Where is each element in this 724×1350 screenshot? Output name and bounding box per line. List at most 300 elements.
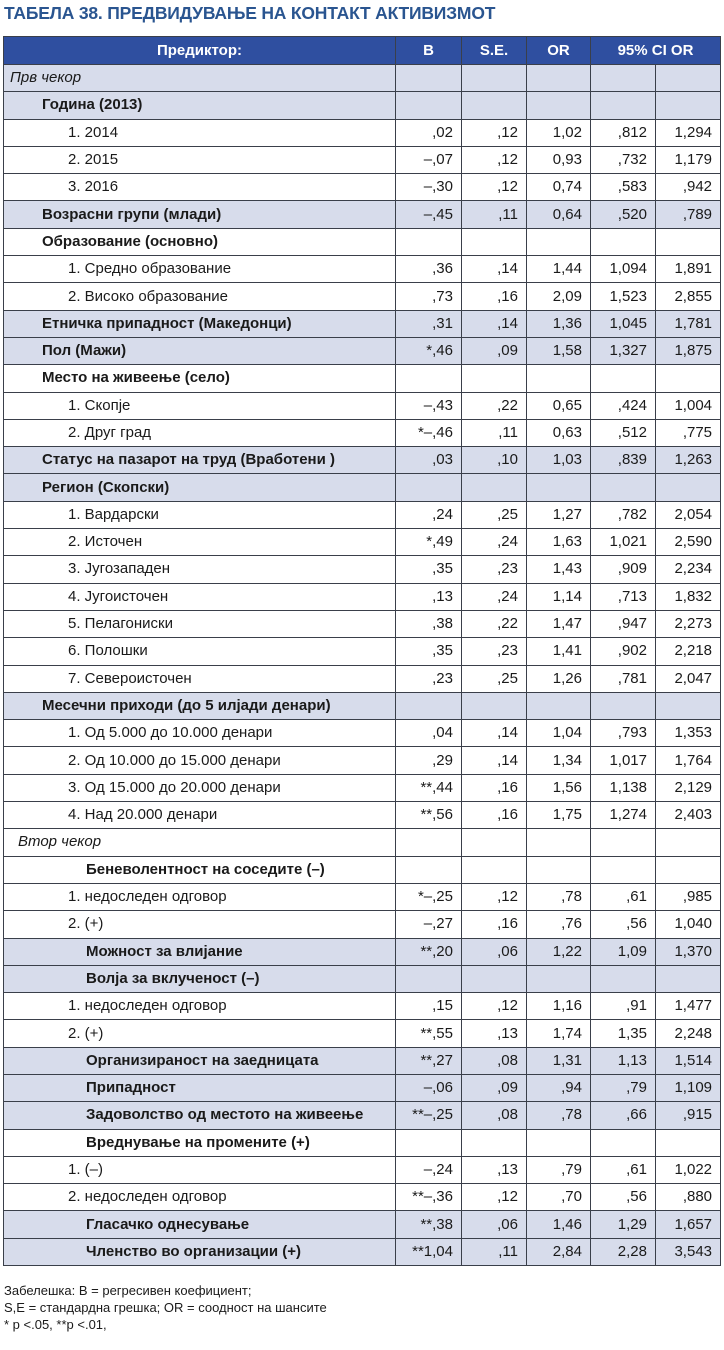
cell-ci-low: 1,274 [591,802,656,829]
cell-or: ,76 [527,911,591,938]
cell-predictor: Статус на пазарот на труд (Вработени ) [4,447,396,474]
cell-predictor: Можност за влијание [4,938,396,965]
cell-or: 1,63 [527,529,591,556]
table-row [4,119,721,146]
cell-ci-high: ,985 [656,883,721,910]
table-row [4,802,721,829]
cell-se: ,22 [462,610,527,637]
cell-se: ,14 [462,256,527,283]
cell-ci-high: 1,477 [656,993,721,1020]
cell-b: ,13 [396,583,462,610]
table-row [4,556,721,583]
cell-b [396,228,462,255]
cell-predictor: Задоволство од местото на живеење [4,1102,396,1129]
cell-b: **,27 [396,1047,462,1074]
cell-predictor: Организираност на заедницата [4,1047,396,1074]
cell-ci-low: ,947 [591,610,656,637]
table-row [4,911,721,938]
cell-ci-low: 1,094 [591,256,656,283]
cell-predictor: Месечни приходи (до 5 илјади денари) [4,692,396,719]
cell-se [462,474,527,501]
cell-se: ,09 [462,337,527,364]
table-row [4,174,721,201]
cell-predictor: 2. (+) [4,1020,396,1047]
cell-ci-low: ,583 [591,174,656,201]
cell-predictor: 2. Источен [4,529,396,556]
cell-or: 1,75 [527,802,591,829]
header-predictor: Предиктор: [4,37,396,65]
cell-b: **,56 [396,802,462,829]
table-row [4,283,721,310]
table-row [4,965,721,992]
cell-or: 1,74 [527,1020,591,1047]
table-row [4,92,721,119]
cell-b: **,44 [396,774,462,801]
cell-b: –,24 [396,1156,462,1183]
cell-ci-low: ,902 [591,638,656,665]
cell-or [527,92,591,119]
cell-se: ,16 [462,911,527,938]
cell-b [396,365,462,392]
cell-ci-low [591,1129,656,1156]
footnote-line: S,E = стандардна грешка; OR = соодност на шансите [4,1300,327,1315]
table-row [4,1074,721,1101]
table-row [4,774,721,801]
cell-or [527,692,591,719]
cell-ci-low [591,965,656,992]
table-row [4,938,721,965]
cell-predictor: 1. (–) [4,1156,396,1183]
cell-b: ,23 [396,665,462,692]
table-header-row [4,37,721,65]
cell-or: ,94 [527,1074,591,1101]
cell-se: ,24 [462,583,527,610]
cell-ci-high: 1,514 [656,1047,721,1074]
cell-or: ,78 [527,883,591,910]
cell-ci-high: 2,403 [656,802,721,829]
cell-ci-high: ,789 [656,201,721,228]
cell-ci-high: 1,764 [656,747,721,774]
cell-b: ,38 [396,610,462,637]
cell-ci-high: 2,234 [656,556,721,583]
cell-b [396,474,462,501]
cell-se [462,692,527,719]
cell-ci-high: 1,875 [656,337,721,364]
cell-se: ,11 [462,1238,527,1265]
cell-predictor: 2. Друг град [4,419,396,446]
cell-predictor: Бeневолентност на соседите (–) [4,856,396,883]
cell-predictor: 2. недоследен одговор [4,1184,396,1211]
cell-se: ,14 [462,310,527,337]
cell-ci-high: 2,590 [656,529,721,556]
cell-ci-high: 1,109 [656,1074,721,1101]
cell-b: *,46 [396,337,462,364]
cell-se: ,12 [462,119,527,146]
cell-predictor: 2. Високо образование [4,283,396,310]
cell-ci-high: 1,263 [656,447,721,474]
table-row [4,1211,721,1238]
table-row [4,146,721,173]
cell-predictor: Прв чекор [4,65,396,92]
table-row [4,1238,721,1265]
cell-or: 1,31 [527,1047,591,1074]
cell-ci-high: 2,129 [656,774,721,801]
cell-ci-high [656,1129,721,1156]
cell-or: 1,14 [527,583,591,610]
cell-ci-low: ,713 [591,583,656,610]
cell-predictor: 1. Средно образование [4,256,396,283]
cell-b: **,20 [396,938,462,965]
cell-ci-low [591,474,656,501]
cell-predictor: Пол (Мажи) [4,337,396,364]
cell-predictor: 4. Над 20.000 денари [4,802,396,829]
footnote-line: Забелешка: B = регресивен коефициент; [4,1283,252,1298]
cell-predictor: 2. 2015 [4,146,396,173]
cell-ci-high: 3,543 [656,1238,721,1265]
cell-ci-low: 1,29 [591,1211,656,1238]
cell-se: ,14 [462,720,527,747]
cell-or [527,829,591,856]
cell-se: ,06 [462,938,527,965]
table-number: ТАБЕЛА 38. [4,3,103,23]
cell-ci-low: ,56 [591,911,656,938]
table-footnote [4,1282,327,1333]
cell-or: 0,74 [527,174,591,201]
cell-predictor: Волја за вклученост (–) [4,965,396,992]
cell-b: ,36 [396,256,462,283]
table-row [4,720,721,747]
cell-ci-low: ,781 [591,665,656,692]
cell-predictor: Вреднување на промените (+) [4,1129,396,1156]
cell-or [527,965,591,992]
cell-se: ,25 [462,665,527,692]
cell-predictor: 6. Полошки [4,638,396,665]
table-row [4,201,721,228]
cell-b: *,49 [396,529,462,556]
cell-predictor: 1. Вардарски [4,501,396,528]
cell-ci-low: ,520 [591,201,656,228]
regression-table [3,36,721,1266]
cell-ci-low: 2,28 [591,1238,656,1265]
cell-b: *–,46 [396,419,462,446]
cell-ci-low: 1,021 [591,529,656,556]
cell-ci-low: ,61 [591,1156,656,1183]
cell-or: 1,34 [527,747,591,774]
cell-predictor: 1. недоследен одговор [4,993,396,1020]
cell-se: ,14 [462,747,527,774]
cell-or: 1,46 [527,1211,591,1238]
cell-ci-low: ,839 [591,447,656,474]
cell-b [396,856,462,883]
cell-predictor: 1. 2014 [4,119,396,146]
cell-predictor: Етничка припадност (Македонци) [4,310,396,337]
cell-se [462,1129,527,1156]
cell-predictor: Возрасни групи (млади) [4,201,396,228]
cell-b: –,06 [396,1074,462,1101]
cell-se: ,06 [462,1211,527,1238]
cell-ci-low [591,856,656,883]
cell-ci-low: 1,138 [591,774,656,801]
cell-b [396,92,462,119]
table-row [4,856,721,883]
cell-ci-low [591,228,656,255]
cell-ci-low: ,512 [591,419,656,446]
cell-ci-high [656,856,721,883]
cell-se: ,12 [462,883,527,910]
cell-or: 0,65 [527,392,591,419]
cell-predictor: Место на живеење (село) [4,365,396,392]
cell-b: ,24 [396,501,462,528]
cell-ci-low: ,793 [591,720,656,747]
cell-se: ,12 [462,993,527,1020]
cell-predictor: 2. Од 10.000 до 15.000 денари [4,747,396,774]
cell-or: 1,27 [527,501,591,528]
table-row [4,337,721,364]
cell-ci-low: ,61 [591,883,656,910]
header-b: B [396,37,462,65]
cell-se: ,13 [462,1020,527,1047]
table-row [4,365,721,392]
cell-ci-low [591,829,656,856]
cell-se: ,12 [462,146,527,173]
cell-predictor: Членство во организации (+) [4,1238,396,1265]
cell-b [396,965,462,992]
header-ci: 95% CI OR [591,37,721,65]
cell-se [462,365,527,392]
cell-or: 1,22 [527,938,591,965]
cell-ci-high: 2,273 [656,610,721,637]
cell-b: **–,36 [396,1184,462,1211]
cell-ci-high: 2,218 [656,638,721,665]
cell-ci-high: 1,294 [656,119,721,146]
table-title [4,2,495,28]
cell-predictor: 5. Пелагониски [4,610,396,637]
cell-ci-high: 1,022 [656,1156,721,1183]
cell-predictor: 4. Југоисточен [4,583,396,610]
cell-ci-high: 1,657 [656,1211,721,1238]
cell-ci-low: ,66 [591,1102,656,1129]
cell-ci-high: ,775 [656,419,721,446]
cell-b: ,35 [396,556,462,583]
cell-ci-high: ,915 [656,1102,721,1129]
cell-ci-high: 1,353 [656,720,721,747]
table-row [4,829,721,856]
cell-se: ,09 [462,1074,527,1101]
cell-or: 1,02 [527,119,591,146]
cell-ci-high [656,228,721,255]
cell-b [396,65,462,92]
cell-or: 1,43 [527,556,591,583]
cell-ci-low [591,692,656,719]
cell-predictor: Втор чекор [4,829,396,856]
cell-predictor: 3. 2016 [4,174,396,201]
cell-b: –,43 [396,392,462,419]
cell-ci-low: ,782 [591,501,656,528]
cell-ci-high: 1,179 [656,146,721,173]
cell-predictor: 1. Скопје [4,392,396,419]
cell-ci-high [656,365,721,392]
cell-se: ,16 [462,802,527,829]
table-row [4,474,721,501]
table-row [4,501,721,528]
cell-b: ,35 [396,638,462,665]
cell-ci-high [656,65,721,92]
cell-se [462,965,527,992]
cell-b [396,829,462,856]
cell-or [527,365,591,392]
cell-se: ,22 [462,392,527,419]
table-row [4,529,721,556]
cell-ci-high: 2,054 [656,501,721,528]
cell-ci-high [656,965,721,992]
header-se: S.E. [462,37,527,65]
cell-se: ,13 [462,1156,527,1183]
cell-or: 1,47 [527,610,591,637]
header-or: OR [527,37,591,65]
cell-or: 0,93 [527,146,591,173]
cell-or: 2,84 [527,1238,591,1265]
cell-or: 1,44 [527,256,591,283]
table-row [4,65,721,92]
cell-se: ,08 [462,1102,527,1129]
cell-or: ,79 [527,1156,591,1183]
footnote-line: * p <.05, **p <.01, [4,1317,107,1332]
cell-se: ,11 [462,419,527,446]
cell-or: 1,04 [527,720,591,747]
cell-ci-low: 1,327 [591,337,656,364]
cell-ci-low [591,65,656,92]
table-row [4,256,721,283]
cell-se: ,10 [462,447,527,474]
table-row [4,692,721,719]
cell-predictor: Година (2013) [4,92,396,119]
table-row [4,610,721,637]
cell-ci-high: ,942 [656,174,721,201]
cell-ci-low: ,909 [591,556,656,583]
cell-ci-high: 1,370 [656,938,721,965]
cell-ci-low: 1,523 [591,283,656,310]
table-body [4,65,721,1266]
table-row [4,1129,721,1156]
cell-b: –,45 [396,201,462,228]
cell-ci-high: 1,832 [656,583,721,610]
cell-se: ,16 [462,283,527,310]
cell-ci-low: ,424 [591,392,656,419]
cell-b: ,02 [396,119,462,146]
table-row [4,1020,721,1047]
cell-ci-low [591,92,656,119]
cell-b: ,15 [396,993,462,1020]
table-row [4,447,721,474]
table-row [4,665,721,692]
cell-ci-high [656,829,721,856]
cell-b: **–,25 [396,1102,462,1129]
cell-se [462,829,527,856]
table-row [4,419,721,446]
cell-or: ,78 [527,1102,591,1129]
cell-predictor: Гласачко однесување [4,1211,396,1238]
cell-ci-low: 1,35 [591,1020,656,1047]
cell-ci-high [656,474,721,501]
cell-predictor: Припадност [4,1074,396,1101]
cell-or: 1,56 [527,774,591,801]
cell-predictor: 3. Од 15.000 до 20.000 денари [4,774,396,801]
cell-ci-high: 1,891 [656,256,721,283]
cell-predictor: 1. Од 5.000 до 10.000 денари [4,720,396,747]
cell-or: 1,58 [527,337,591,364]
cell-or [527,856,591,883]
cell-b: ,73 [396,283,462,310]
table-row [4,1156,721,1183]
cell-b: **,38 [396,1211,462,1238]
cell-ci-high: 2,855 [656,283,721,310]
table-row [4,228,721,255]
cell-predictor: Регион (Скопски) [4,474,396,501]
cell-or: 1,03 [527,447,591,474]
cell-b: ,04 [396,720,462,747]
table-row [4,1184,721,1211]
cell-or: ,70 [527,1184,591,1211]
cell-ci-low: 1,09 [591,938,656,965]
cell-se [462,65,527,92]
cell-predictor: 7. Североисточен [4,665,396,692]
cell-ci-high [656,92,721,119]
cell-se: ,25 [462,501,527,528]
cell-b: ,31 [396,310,462,337]
table-row [4,310,721,337]
table-row [4,1102,721,1129]
cell-se [462,92,527,119]
cell-or [527,474,591,501]
cell-se: ,23 [462,556,527,583]
cell-ci-high: 1,004 [656,392,721,419]
cell-b: –,30 [396,174,462,201]
cell-ci-low: 1,045 [591,310,656,337]
cell-se: ,23 [462,638,527,665]
cell-se: ,08 [462,1047,527,1074]
cell-ci-low: ,732 [591,146,656,173]
cell-b: **,55 [396,1020,462,1047]
cell-se: ,12 [462,1184,527,1211]
cell-ci-high: ,880 [656,1184,721,1211]
cell-b: **1,04 [396,1238,462,1265]
table-row [4,747,721,774]
cell-or: 0,64 [527,201,591,228]
cell-ci-high: 2,047 [656,665,721,692]
cell-se [462,856,527,883]
cell-or [527,1129,591,1156]
cell-ci-low: ,56 [591,1184,656,1211]
cell-se [462,228,527,255]
cell-ci-low [591,365,656,392]
cell-b: ,03 [396,447,462,474]
cell-b: –,27 [396,911,462,938]
cell-se: ,11 [462,201,527,228]
cell-or: 1,41 [527,638,591,665]
cell-or: 1,16 [527,993,591,1020]
cell-ci-low: 1,13 [591,1047,656,1074]
cell-ci-high: 1,781 [656,310,721,337]
cell-b [396,1129,462,1156]
table-row [4,1047,721,1074]
table-row [4,883,721,910]
cell-predictor: Образование (основно) [4,228,396,255]
table-row [4,993,721,1020]
table-row [4,583,721,610]
cell-ci-high: 1,040 [656,911,721,938]
cell-predictor: 2. (+) [4,911,396,938]
table-row [4,392,721,419]
